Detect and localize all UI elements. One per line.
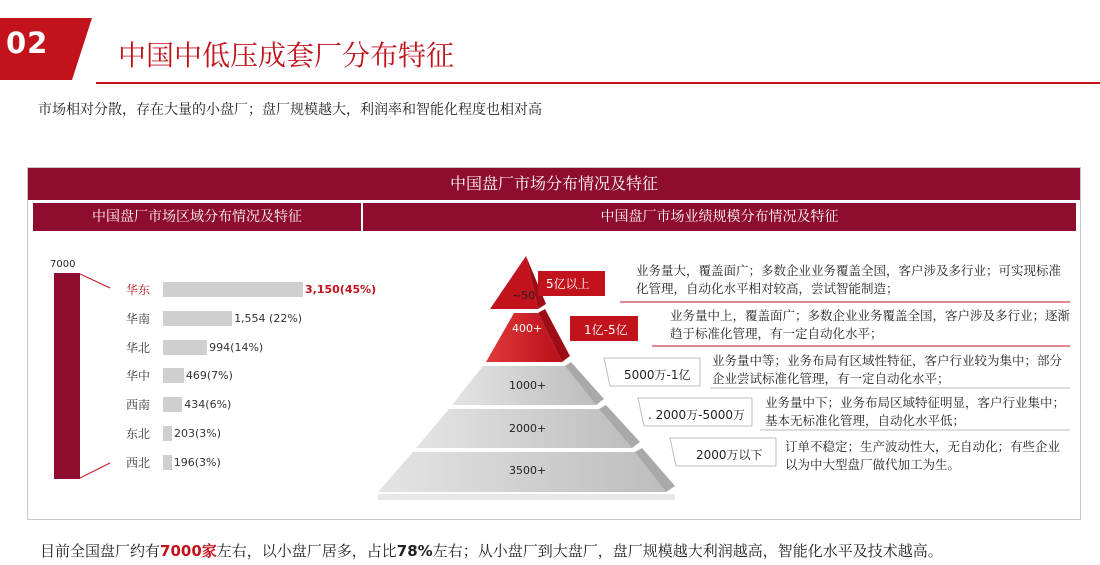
bar-category-label: 西南 (125, 398, 150, 413)
bar-value-label: 1,554 (22%) (234, 311, 303, 325)
tier-1-description: 业务量大，覆盖面广；多数企业业务覆盖全国，客户涉及多行业；可实现标准化管理，自动化水平相对较高，尝试智能制造； (636, 263, 1062, 296)
tier-1-scale: 5亿以上 (546, 277, 590, 291)
bar-category-label: 华北 (125, 340, 150, 355)
bar-category-label: 华中 (125, 369, 150, 384)
bar-value-label: 203(3%) (174, 427, 222, 440)
bar-value-label: 994(14%) (209, 340, 264, 354)
tier-2-count: 400+ (512, 322, 543, 335)
panel-title: 中国盘厂市场分布情况及特征 (449, 174, 658, 193)
tier-2-scale: 1亿-5亿 (584, 323, 628, 337)
total-bar (54, 273, 80, 479)
bar-value-label: 196(3%) (173, 455, 221, 469)
tier-4-description: 业务量中下；业务布局区域特征明显，客户行业集中；基本无标准化管理，自动化水平低； (765, 395, 1066, 428)
title-divider (96, 82, 1100, 84)
bar (163, 368, 184, 383)
connector-line-bottom (80, 463, 110, 478)
tier-3-count: 1000+ (509, 379, 547, 392)
tier-4-count: 2000+ (509, 422, 547, 435)
page-title: 中国中低压成套厂分布特征 (118, 39, 455, 72)
tier-1-count: ~50 (512, 289, 536, 302)
regional-chart-title: 中国盘厂市场区域分布情况及特征 (33, 203, 361, 231)
bar (163, 426, 172, 441)
bar-category-label: 西北 (125, 455, 150, 470)
footer-text-2: 左右，以小盘厂居多，占比 (216, 542, 397, 560)
tier-3-description: 业务量中等；业务布局有区域性特征，客户行业较为集中；部分企业尝试标准化管理，有一定自动化水平； (712, 353, 1063, 386)
footer-text-1: 目前全国盘厂约有 (40, 542, 161, 560)
tier-5-description: 订单不稳定；生产波动性大，无自动化；有些企业以为中大型盘厂做代加工为生。 (785, 439, 1061, 472)
section-number: 02 (6, 26, 49, 60)
bar-value-label: 3,150(45%) (305, 283, 377, 296)
bar-category-label: 华南 (125, 311, 150, 326)
tier-5-count: 3500+ (509, 464, 547, 477)
bar (163, 282, 303, 297)
bar (163, 340, 207, 355)
tier-4-scale: . 2000万-5000万 (648, 408, 746, 422)
bar (163, 397, 182, 412)
footer-highlight-count: 7000家 (160, 542, 217, 560)
bar-value-label: 434(6%) (184, 398, 232, 412)
footer-highlight-share: 78% (396, 542, 433, 560)
tier-5-scale: 2000万以下 (696, 448, 763, 462)
bar-category-label: 东北 (125, 427, 150, 441)
footer-text-3: 左右；从小盘厂到大盘厂，盘厂规模越大利润越高，智能化水平及技术越高。 (432, 542, 943, 560)
bar-value-label: 469(7%) (185, 369, 233, 383)
total-label: 7000 (50, 259, 76, 270)
pyramid-shadow (378, 494, 675, 500)
connector-line-top (80, 274, 110, 288)
tier-3-scale: 5000万-1亿 (624, 368, 691, 382)
bar (163, 311, 232, 326)
page-subtitle: 市场相对分散，存在大量的小盘厂；盘厂规模越大，利润率和智能化程度也相对高 (38, 102, 542, 118)
bar (163, 455, 172, 470)
scale-chart-title: 中国盘厂市场业绩规模分布情况及特征 (363, 203, 1076, 231)
tier-2-description: 业务量中上，覆盖面广；多数企业业务覆盖全国，客户涉及多行业；逐渐趋于标准化管理，有一定自动化水平； (670, 308, 1071, 341)
bar-category-label: 华东 (125, 283, 150, 297)
footer-summary (40, 540, 943, 561)
